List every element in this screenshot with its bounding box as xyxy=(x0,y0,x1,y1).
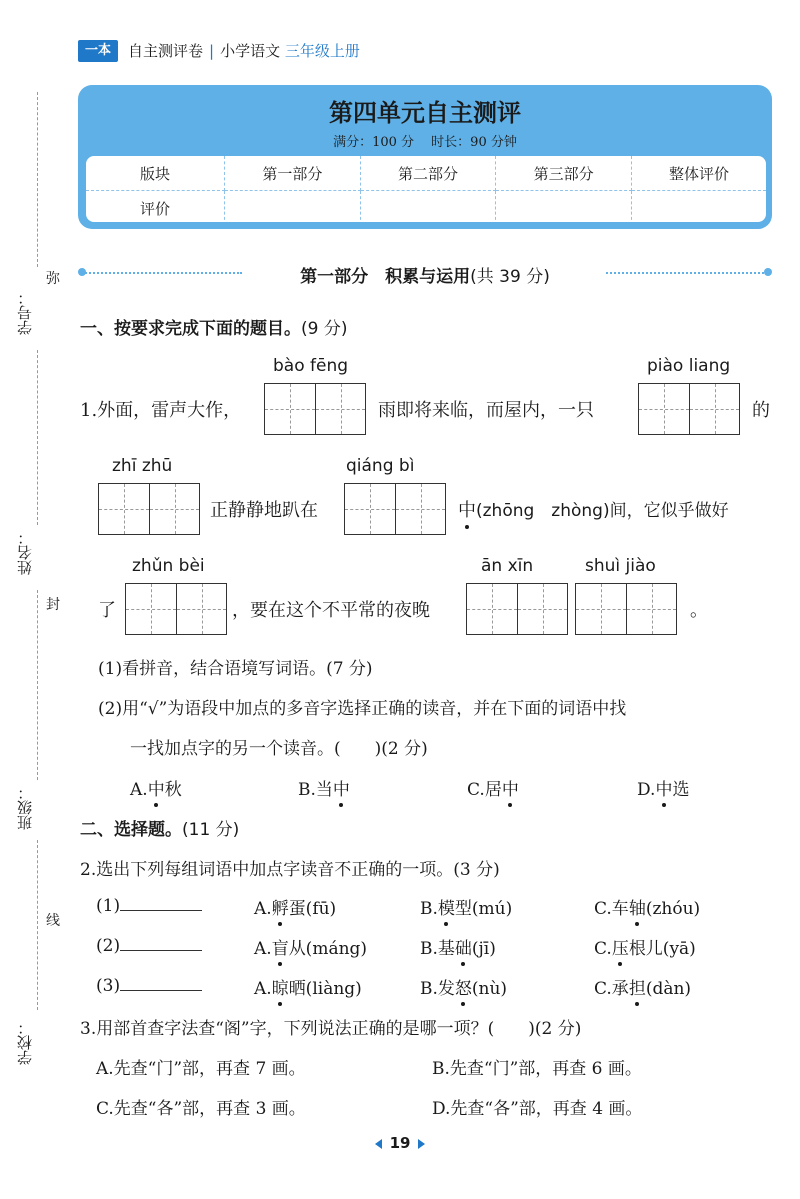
passage-line3-a: 了 xyxy=(98,600,116,621)
option-text: C.承 xyxy=(594,979,629,999)
answer-box-shuijiao[interactable] xyxy=(575,583,677,635)
dotted-char: 中 xyxy=(148,775,165,800)
q2-row2-number xyxy=(96,934,202,956)
page-number: 19 xyxy=(389,1134,411,1152)
dotted-char: 压 xyxy=(612,934,629,959)
score-cell[interactable] xyxy=(360,191,496,223)
answer-box-zhunbei[interactable] xyxy=(125,583,227,635)
name-label: 姓名： xyxy=(16,530,34,575)
section-divider xyxy=(82,272,242,274)
seal-mark-xian: 线 xyxy=(46,913,60,929)
option-text: 选 xyxy=(672,780,690,800)
option-text: B.基 xyxy=(420,939,455,959)
option-letter: A. xyxy=(130,780,148,800)
header-divider: | xyxy=(209,42,215,60)
q1-sub2-line2[interactable]: 一找加点字的另一个读音。( )(2 分) xyxy=(130,739,428,759)
q3-option-a[interactable]: A.先查“门”部，再查 7 画。 xyxy=(96,1059,306,1079)
q2-row1-number xyxy=(96,894,202,916)
pinyin-piaoliang: piào liang xyxy=(647,356,731,376)
q1-option-b[interactable] xyxy=(298,775,350,800)
option-text: 秋 xyxy=(164,780,182,800)
option-letter: B. xyxy=(298,780,316,800)
pinyin-anxin: ān xīn xyxy=(481,556,534,576)
option-text: C.车 xyxy=(594,899,629,919)
seal-mark-mi: 弥 xyxy=(46,271,60,287)
section-dot xyxy=(764,268,772,276)
q2-heading-text: 二、选择题。 xyxy=(80,820,182,840)
pinyin-zhizhu: zhī zhū xyxy=(112,456,173,476)
score-table-header: 版块 xyxy=(86,156,225,191)
option-text: A. xyxy=(254,979,272,999)
option-letter: D. xyxy=(637,780,656,800)
passage-line1-b: 雨即将来临，而屋内，一只 xyxy=(378,400,594,421)
q3-option-d[interactable]: D.先查“各”部，再查 4 画。 xyxy=(432,1099,643,1119)
answer-box-baofeng[interactable] xyxy=(264,383,366,435)
score-cell[interactable] xyxy=(631,191,766,223)
option-text: (jī) xyxy=(471,939,496,959)
option-text: 晒(liàng) xyxy=(288,979,362,999)
binding-line xyxy=(37,590,38,780)
student-number-label: 学号： xyxy=(16,290,34,335)
option-text: B. xyxy=(420,899,438,919)
option-text: 居 xyxy=(484,780,502,800)
passage-line3-b: ，要在这个不平常的夜晚 xyxy=(232,600,430,621)
dotted-char: 怒 xyxy=(455,974,472,999)
passage-line2-a: 正静静地趴在 xyxy=(210,500,318,521)
grade-name: 三年级上册 xyxy=(284,42,360,60)
q2-row1-option-a xyxy=(254,894,336,919)
exam-title: 第四单元自主测评 xyxy=(329,99,521,127)
answer-box-qiangbi[interactable] xyxy=(344,483,446,535)
pinyin-qiangbi: qiáng bì xyxy=(346,456,415,476)
seal-mark-feng: 封 xyxy=(46,597,60,613)
binding-line xyxy=(37,350,38,525)
score-table-header: 整体评价 xyxy=(631,156,766,191)
dotted-char: 中 xyxy=(333,775,350,800)
option-text: 从(máng) xyxy=(288,939,368,959)
row-number: (1) xyxy=(96,896,121,916)
binding-line xyxy=(37,840,38,1010)
q1-option-c[interactable] xyxy=(467,775,519,800)
score-cell[interactable] xyxy=(225,191,361,223)
answer-blank[interactable] xyxy=(120,934,202,951)
section-points: (共 39 分) xyxy=(470,267,550,287)
score-table-row-label: 评价 xyxy=(86,191,225,223)
answer-blank[interactable] xyxy=(120,974,202,991)
option-text: 当 xyxy=(315,780,333,800)
q2-row2-option-a xyxy=(254,934,367,959)
header-title xyxy=(128,40,360,62)
q2-row2-option-c xyxy=(594,934,696,959)
pinyin-baofeng: bào fēng xyxy=(273,356,349,376)
binding-line xyxy=(37,92,38,267)
score-table-header: 第二部分 xyxy=(360,156,496,191)
option-text: (dàn) xyxy=(645,979,692,999)
q1-heading xyxy=(80,314,347,339)
dotted-char: 中 xyxy=(655,775,672,800)
q2-row3-option-a xyxy=(254,974,362,999)
q2-row3-option-b xyxy=(420,974,507,999)
passage-line1-a: 1.外面，雷声大作， xyxy=(80,400,242,421)
pinyin-shuijiao: shuì jiào xyxy=(585,556,656,576)
row-number: (2) xyxy=(96,936,121,956)
subject-name: 小学语文 xyxy=(220,42,281,60)
passage-line3-c: 。 xyxy=(690,600,708,621)
option-text: (zhóu) xyxy=(645,899,701,919)
dotted-char: 晾 xyxy=(272,974,289,999)
answer-blank[interactable] xyxy=(120,894,202,911)
q3-question[interactable]: 3.用部首查字法查“阁”字，下列说法正确的是哪一项？( )(2 分) xyxy=(80,1019,582,1039)
series-name: 自主测评卷 xyxy=(128,42,204,60)
answer-box-piaoliang[interactable] xyxy=(638,383,740,435)
score-table xyxy=(86,156,766,222)
option-text: B.发 xyxy=(420,979,455,999)
dotted-char: 盲 xyxy=(272,934,289,959)
dotted-char: 轴 xyxy=(629,894,646,919)
q1-option-a[interactable] xyxy=(130,775,182,800)
passage-line1-c: 的 xyxy=(752,400,770,421)
answer-box-anxin[interactable] xyxy=(466,583,568,635)
section-title xyxy=(255,262,595,287)
dotted-char: 孵 xyxy=(272,894,289,919)
q1-sub2-line1: (2)用“√”为语段中加点的多音字选择正确的读音，并在下面的词语中找 xyxy=(98,699,627,719)
option-letter: C. xyxy=(467,780,485,800)
exam-subtitle: 满分：100 分 时长：90 分钟 xyxy=(333,135,517,150)
q2-row3-option-c xyxy=(594,974,691,999)
q1-option-d[interactable] xyxy=(637,775,689,800)
dotted-char: 担 xyxy=(629,974,646,999)
passage-line2-b xyxy=(458,496,729,522)
option-text: 根儿(yā) xyxy=(628,939,696,959)
section-divider xyxy=(606,272,768,274)
brand-logo: 一本 xyxy=(78,40,118,62)
q2-row1-option-b xyxy=(420,894,512,919)
answer-box-zhizhu[interactable] xyxy=(98,483,200,535)
q3-option-c[interactable]: C.先查“各”部，再查 3 画。 xyxy=(96,1099,306,1119)
dotted-char-zhong: 中 xyxy=(458,496,476,522)
pinyin-zhunbei: zhǔn bèi xyxy=(132,556,205,576)
score-table-header: 第一部分 xyxy=(225,156,361,191)
q3-option-b[interactable]: B.先查“门”部，再查 6 画。 xyxy=(432,1059,642,1079)
q2-row1-option-c xyxy=(594,894,700,919)
score-cell[interactable] xyxy=(496,191,632,223)
option-text: (nù) xyxy=(471,979,508,999)
q2-row2-option-b xyxy=(420,934,496,959)
dotted-char: 模 xyxy=(438,894,455,919)
dotted-char: 中 xyxy=(502,775,519,800)
page-footer xyxy=(0,1134,800,1152)
option-text: C. xyxy=(594,939,612,959)
q2-row3-number xyxy=(96,974,202,996)
q1-points: (9 分) xyxy=(301,319,348,339)
q1-heading-text: 一、按要求完成下面的题目。 xyxy=(80,319,301,339)
score-table-row xyxy=(86,191,766,223)
option-text: A. xyxy=(254,939,272,959)
q2-heading xyxy=(80,815,239,840)
option-text: 型(mú) xyxy=(454,899,513,919)
row-number: (3) xyxy=(96,976,121,996)
next-page-icon xyxy=(418,1139,425,1149)
option-text: A. xyxy=(254,899,272,919)
score-table-header-row xyxy=(86,156,766,191)
option-text: 蛋(fū) xyxy=(288,899,337,919)
section-title-text: 第一部分 积累与运用 xyxy=(300,267,471,287)
zhong-pinyin-choices[interactable]: (zhōng zhòng)间，它似乎做好 xyxy=(476,501,729,521)
school-label: 学校： xyxy=(16,1020,34,1065)
q2-question: 2.选出下列每组词语中加点字读音不正确的一项。(3 分) xyxy=(80,860,500,880)
q2-points: (11 分) xyxy=(182,820,240,840)
prev-page-icon xyxy=(375,1139,382,1149)
score-table-header: 第三部分 xyxy=(496,156,632,191)
dotted-char: 础 xyxy=(455,934,472,959)
q1-sub1: (1)看拼音，结合语境写词语。(7 分) xyxy=(98,659,373,679)
class-label: 班级： xyxy=(16,785,34,830)
